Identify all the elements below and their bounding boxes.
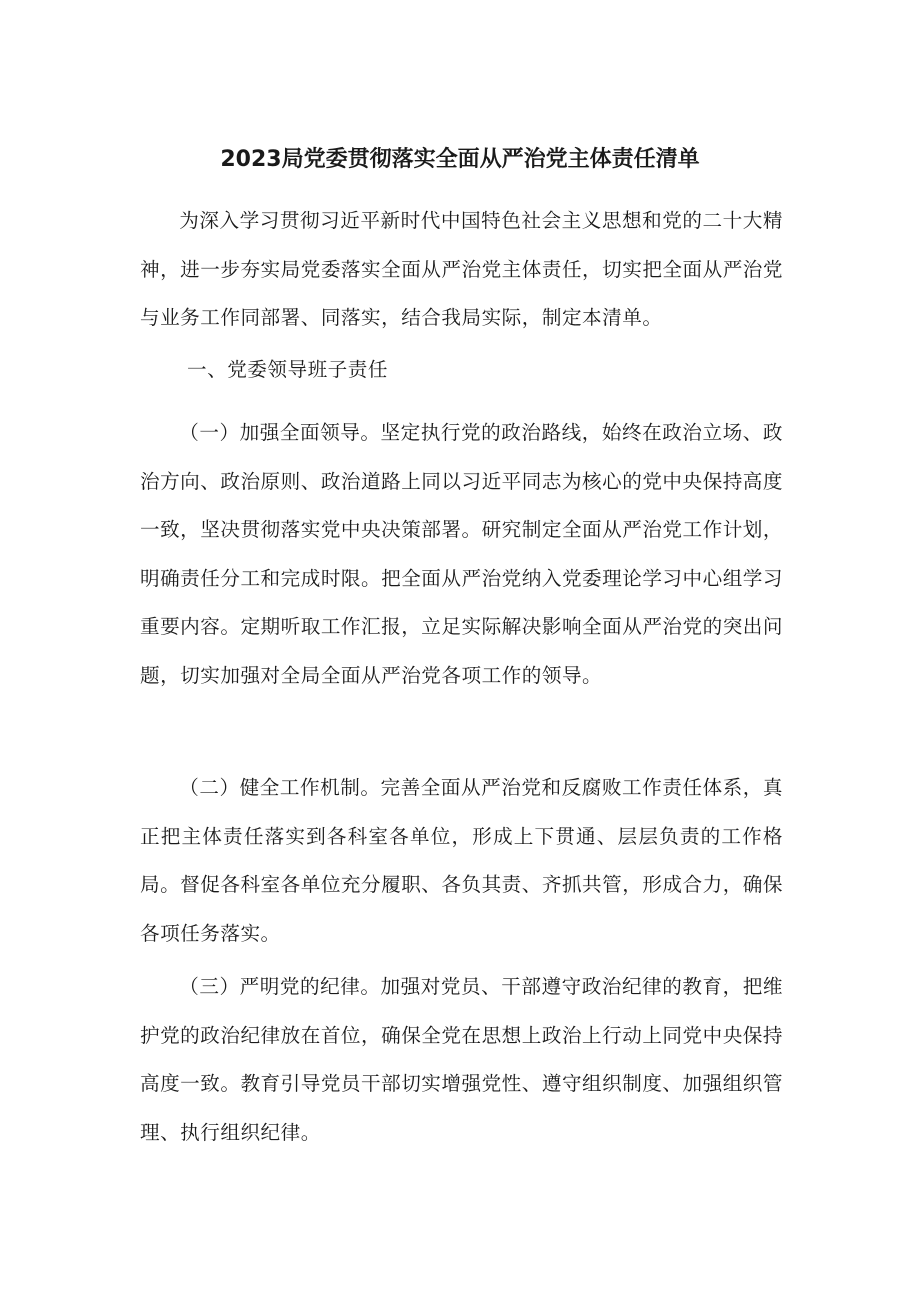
- item-paragraph-leadership: （一）加强全面领导。坚定执行党的政治路线，始终在政治立场、政治方向、政治原则、政治道路上同以习近平同志为核心的党中央保持高度一致，坚决贯彻落实党中央决策部署。研究制定全面从严治党工作计划，明确责任分工和完成时限。把全面从严治党纳入党委理论学习中心组学习重要内容。定期听取工作汇报，立足实际解决影响全面从严治党的突出问题，切实加强对全局全面从严治党各项工作的领导。: [140, 421, 783, 687]
- document-title: 2023局党委贯彻落实全面从严治党主体责任清单: [220, 147, 700, 172]
- intro-paragraph: 为深入学习贯彻习近平新时代中国特色社会主义思想和党的二十大精神，进一步夯实局党委落实全面从严治党主体责任，切实把全面从严治党与业务工作同部署、同落实，结合我局实际，制定本清单。: [140, 209, 783, 329]
- item-paragraph-discipline: （三）严明党的纪律。加强对党员、干部遵守政治纪律的教育，把维护党的政治纪律放在首位，确保全党在思想上政治上行动上同党中央保持高度一致。教育引导党员干部切实增强党性、遵守组织制度、加强组织管理、执行组织纪律。: [140, 975, 783, 1144]
- section-heading-leadership: 一、党委领导班子责任: [187, 358, 388, 381]
- item-paragraph-mechanism: （二）健全工作机制。完善全面从严治党和反腐败工作责任体系，真正把主体责任落实到各科室各单位，形成上下贯通、层层负责的工作格局。督促各科室各单位充分履职、各负其责、齐抓共管，形成合力，确保各项任务落实。: [140, 776, 783, 945]
